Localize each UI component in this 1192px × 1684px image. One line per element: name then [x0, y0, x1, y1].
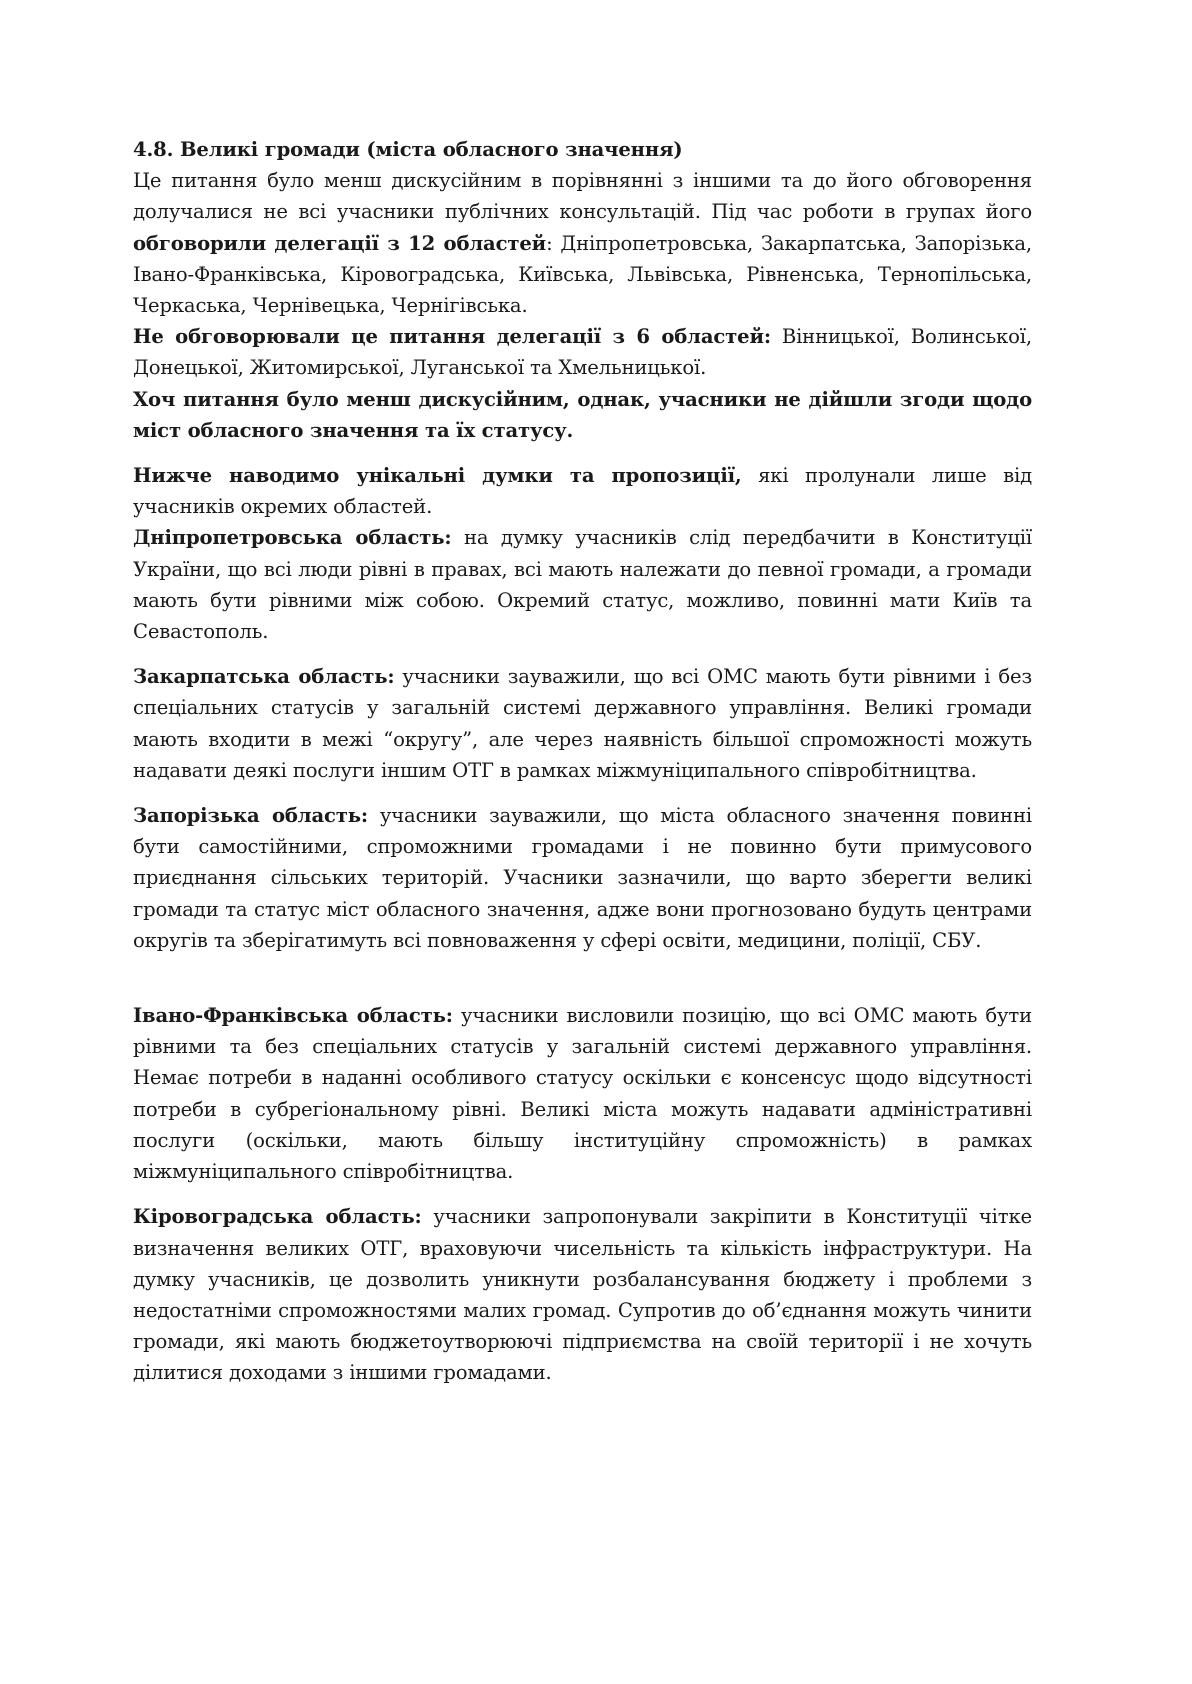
unique-lead-text: які пролунали лише від учасників окремих областей. — [133, 464, 1032, 519]
region-text: учасники висловили позицію, що всі ОМС мають бути рівними та без спеціальних статусів у загальній системі державного управління. Немає потреби в наданні особливого статусу оскільки є консенсус щодо відсутності потреби в субрегіональному рівні. Великі міста можуть надавати адміністративні послуги (оскільки, мають більшу інституційну спроможність) в рамках міжмуніципального співробітництва. — [133, 1004, 1032, 1184]
intro-paragraph-not-discussed — [133, 321, 1032, 383]
intro-text-a: Це питання було менш дискусійним в порівнянні з іншими та до його обговорення долучалися не всі учасники публічних консультацій. Під час роботи в групах його — [133, 169, 1032, 224]
region-paragraph-ivano-frankivsk — [133, 1000, 1032, 1187]
region-name: Івано-Франківська область: — [133, 1004, 453, 1028]
intro-bold-conclusion: Хоч питання було менш дискусійним, однак, учасники не дійшли згоди щодо міст обласного значення та їх статусу. — [133, 387, 1032, 442]
intro-text-b: : Дніпропетровська, Закарпатська, Запорізька, Івано-Франківська, Кіровоградська, Київська, Львівська, Рівненська, Тернопільська, Черкаська, Чернівецька, Чернігівська. — [133, 231, 1032, 318]
region-text: учасники зауважили, що міста обласного значення повинні бути самостійними, спроможними громадами і не повинно бути примусового приєднання сільських територій. Учасники зазначили, що варто зберегти великі громади та статус міст обласного значення, адже вони прогнозовано будуть центрами округів та зберігатимуть всі повноваження у сфері освіти, медицини, поліції, СБУ. — [133, 804, 1032, 952]
unique-lead-bold: Нижче наводимо унікальні думки та пропозиції, — [133, 464, 742, 488]
document-page — [133, 134, 1032, 1389]
region-name: Закарпатська область: — [133, 665, 395, 689]
region-paragraph-zaporizhzhia — [133, 800, 1032, 956]
region-name: Запорізька область: — [133, 804, 369, 828]
region-text: учасники запропонували закріпити в Конституції чітке визначення великих ОТГ, враховуючи чисельність та кількість інфраструктури. На думку учасників, це дозволить уникнути розбалансування бюджету і проблеми з недостатніми спроможностями малих громад. Супротив до об’єднання можуть чинити громади, які мають бюджетоутворюючі підприємства на своїй території і не хочуть ділитися доходами з іншими громадами. — [133, 1205, 1032, 1385]
intro-bold-not-discussed: Не обговорювали це питання делегації з 6 областей: — [133, 325, 771, 349]
region-name: Дніпропетровська область: — [133, 526, 452, 550]
intro-bold-discussed: обговорили делегації з 12 областей — [133, 231, 547, 255]
region-paragraph-kirovohrad — [133, 1201, 1032, 1388]
region-name: Кіровоградська область: — [133, 1205, 422, 1229]
section-heading: 4.8. Великі громади (міста обласного значення) — [133, 138, 683, 161]
intro-paragraph-discussed — [133, 165, 1032, 321]
unique-opinions-lead — [133, 460, 1032, 522]
region-paragraph-zakarpattia — [133, 661, 1032, 786]
intro-paragraph-conclusion — [133, 384, 1032, 446]
region-text: на думку учасників слід передбачити в Конституції України, що всі люди рівні в правах, всі мають належати до певної громади, а громади мають бути рівними між собою. Окремий статус, можливо, повинні мати Київ та Севастополь. — [133, 526, 1032, 644]
region-paragraph-dnipropetrovsk — [133, 522, 1032, 647]
region-text: учасники зауважили, що всі ОМС мають бути рівними і без спеціальних статусів у загальній системі державного управління. Великі громади мають входити в межі “округу”, але через наявність більшої спроможності можуть надавати деякі послуги іншим ОТГ в рамках міжмуніципального співробітництва. — [133, 665, 1032, 782]
intro-text-not-discussed: Вінницької, Волинської, Донецької, Житомирської, Луганської та Хмельницької. — [133, 325, 1032, 380]
